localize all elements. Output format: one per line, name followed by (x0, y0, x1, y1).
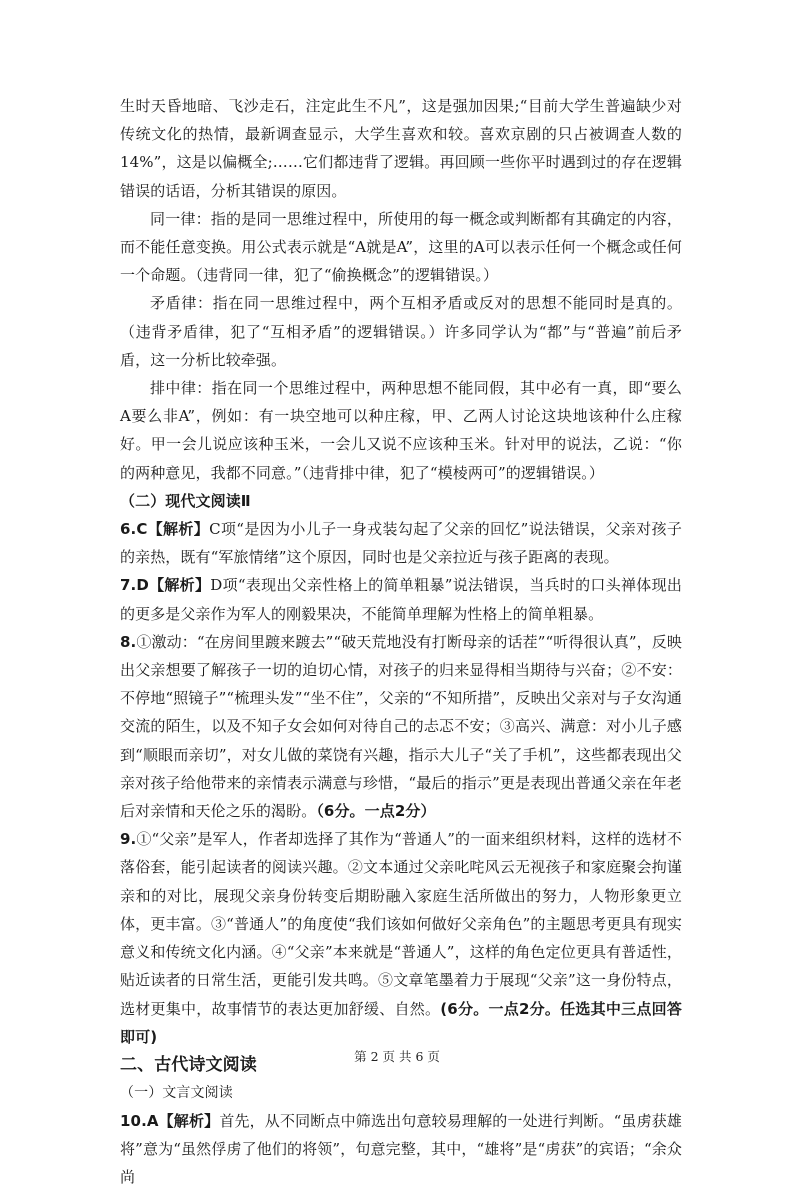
answer-q8-score: （6分。一点2分） (316, 802, 436, 821)
answer-q9 (120, 825, 682, 1051)
answer-q6-text: C项“是因为小儿子一身戎装勾起了父亲的回忆”说法错误，父亲对孩子的亲热，既有“军旅情绪”这个原因，同时也是父亲拉近与孩子距离的表现。 (120, 520, 682, 567)
paragraph-logic-intro: 生时天昏地暗、飞沙走石，注定此生不凡”，这是强加因果;“目前大学生普遍缺少对传统文化的热情，最新调查显示，大学生喜欢和较。喜欢京剧的只占被调查人数的14%”，这是以偏概全;……它们都违背了逻辑。再回顾一些你平时遇到过的存在逻辑错误的话语，分析其错误的原因。 (120, 97, 682, 200)
answer-q10 (120, 1107, 682, 1192)
answer-q8-text: ①激动：“在房间里踱来踱去”“破天荒地没有打断母亲的话茬”“听得很认真”，反映出父亲想要了解孩子一切的迫切心情，对孩子的归来显得相当期待与兴奋；②不安：不停地“照镜子”“梳理头发”“坐不住”，父亲的“不知所措”，反映出父亲对与子女沟通交流的陌生，以及不知子女会如何对待自己的忐忑不安；③高兴、满意：对小儿子感到“顺眼而亲切”，对女儿做的菜饶有兴趣，指示大儿子“关了手机”，这些都表现出父亲对孩子给他带来的亲情表示满意与珍惜，“最后的指示”更是表现出普通父亲在年老后对亲情和天伦之乐的渴盼。 (120, 632, 682, 821)
section-heading-modern-reading-2: （二）现代文阅读Ⅱ (120, 491, 251, 510)
answer-q9-text: ①“父亲”是军人，作者却选择了其作为“普通人”的一面来组织材料，这样的选材不落俗套，能引起读者的阅读兴趣。②文本通过父亲叱咤风云无视孩子和家庭聚会拘谨亲和的对比，展现父亲身份转变后期盼融入家庭生活所做出的努力，人物形象更立体，更丰富。③“普通人”的角度使“我们该如何做好父亲角色”的主题思考更具有现实意义和传统文化内涵。④“父亲”本来就是“普通人”，这样的角色定位更具有普适性，贴近读者的日常生活，更能引发共鸣。⑤文章笔墨着力于展现“父亲”这一身份特点，选材更集中，故事情节的表达更加舒缓、自然。 (120, 830, 682, 1018)
section-heading-classical-reading: 二、古代诗文阅读 (120, 1054, 257, 1075)
answer-q6 (120, 515, 682, 571)
page-content (120, 92, 682, 1192)
answer-q7-text: D项“表现出父亲性格上的简单粗暴”说法错误，当兵时的口头禅体现出的更多是父亲作为军人的刚毅果决，不能简单理解为性格上的简单粗暴。 (120, 576, 682, 623)
paragraph-identity-law: 同一律：指的是同一思维过程中，所使用的每一概念或判断都有其确定的内容，而不能任意变换。用公式表示就是“A就是A”，这里的A可以表示任何一个概念或任何一个命题。（违背同一律，犯了“偷换概念”的逻辑错误。） (120, 209, 682, 285)
page-number-footer: 第 2 页 共 6 页 (354, 1049, 440, 1064)
paragraph-excluded-middle-law: 排中律：指在同一个思维过程中，两种思想不能同假，其中必有一真，即“要么A要么非A”，例如：有一块空地可以种庄稼，甲、乙两人讨论这块地该种什么庄稼好。甲一会儿说应该种玉米，一会儿又说不应该种玉米。针对甲的说法，乙说：“你的两种意见，我都不同意。”（违背排中律，犯了“模棱两可”的逻辑错误。） (120, 379, 682, 482)
answer-q10-label: 10.A【解析】 (120, 1111, 220, 1130)
subsection-heading-classical-prose: （一）文言文阅读 (120, 1084, 233, 1101)
answer-q7-label: 7.D【解析】 (120, 576, 211, 595)
answer-q8-label: 8. (120, 632, 137, 651)
answer-q8 (120, 628, 682, 825)
paragraph-contradiction-law: 矛盾律：指在同一思维过程中，两个互相矛盾或反对的思想不能同时是真的。（违背矛盾律，犯了“互相矛盾”的逻辑错误。）许多同学认为“都”与“普遍”前后矛盾，这一分析比较牵强。 (120, 294, 682, 369)
answer-q9-score: (6分。一点2分。任选其中三点回答即可) (120, 999, 682, 1046)
answer-q7 (120, 571, 682, 627)
answer-q10-text: 首先，从不同断点中筛选出句意较易理解的一处进行判断。“虽虏获雄将”意为“虽然俘虏了他们的将领”，句意完整，其中，“雄将”是“虏获”的宾语；“余众尚 (120, 1111, 682, 1187)
answer-q6-label: 6.C【解析】 (120, 520, 210, 539)
answer-q9-label: 9. (120, 830, 137, 849)
